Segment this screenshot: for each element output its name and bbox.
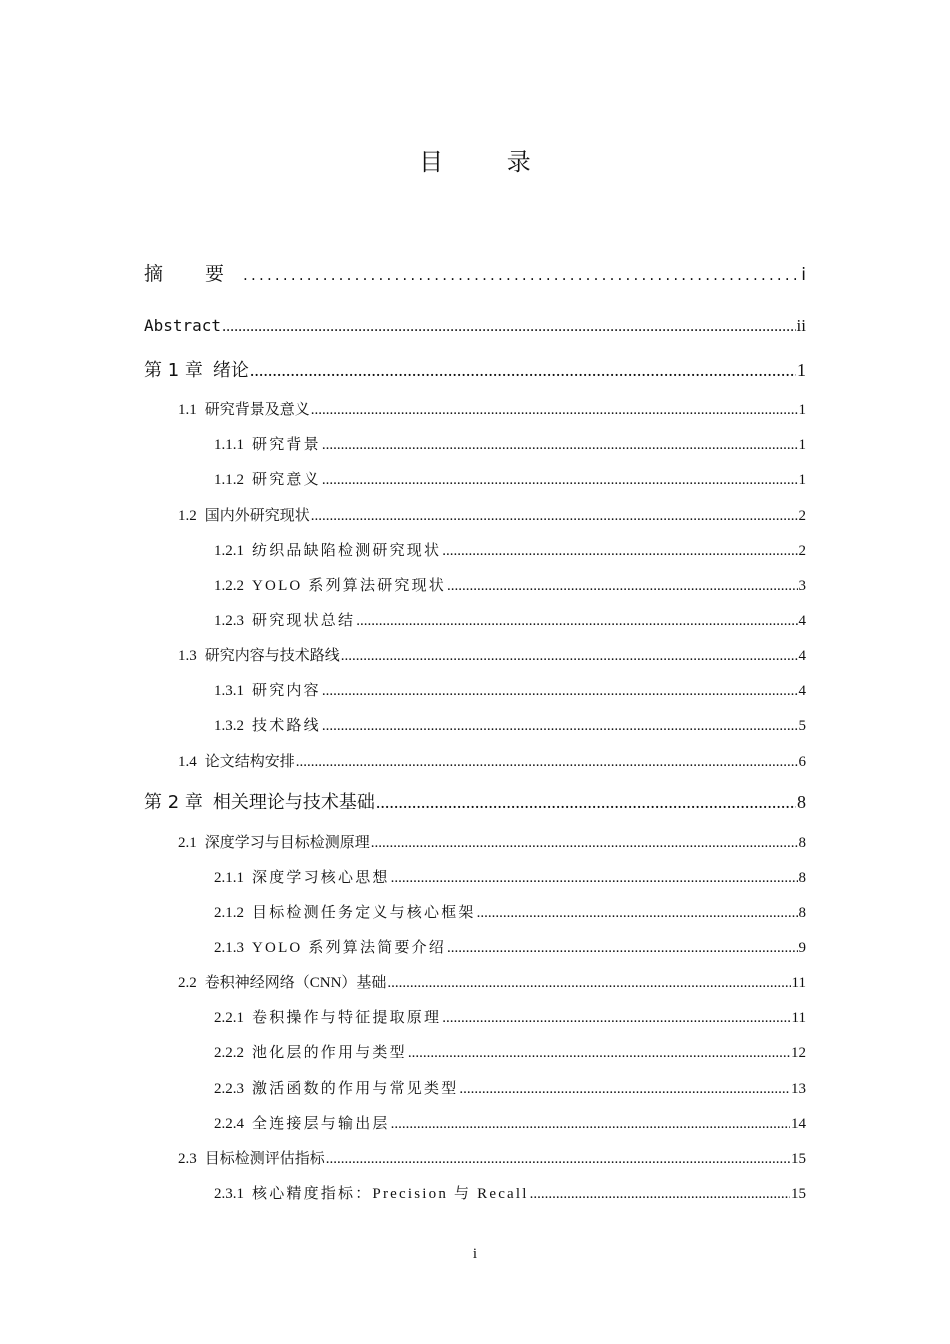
toc-entry-title: 相关理论与技术基础 <box>212 792 375 813</box>
toc-entry-number: 2.2.1 <box>214 1010 244 1026</box>
toc-entry[interactable] <box>214 901 806 922</box>
toc-entry-title: 研究内容与技术路线 <box>204 648 340 664</box>
toc-entry-number: 1.3.2 <box>214 718 244 734</box>
toc-entry[interactable] <box>144 356 806 382</box>
page-title: 目 录 <box>419 148 559 176</box>
toc-entry[interactable] <box>214 1006 806 1027</box>
toc-entry-title: 研究意义 <box>252 472 321 488</box>
toc-entry-page: 8 <box>798 870 806 886</box>
toc-entry-label <box>178 504 310 525</box>
toc-entry[interactable] <box>214 1182 806 1203</box>
toc-entry-label <box>214 1041 407 1062</box>
toc-entry-number: 1.2.2 <box>214 578 244 594</box>
toc-entry-title: 论文结构安排 <box>204 754 295 770</box>
toc-entry-number: 1.2.3 <box>214 613 244 629</box>
toc-entry-page: 2 <box>798 508 806 524</box>
toc-entry[interactable] <box>178 504 806 525</box>
toc-entry[interactable] <box>214 539 806 560</box>
toc-dot-leader <box>447 940 797 957</box>
toc-dot-leader <box>243 266 800 284</box>
toc-entry-title: 纺织品缺陷检测研究现状 <box>252 543 442 559</box>
toc-entry-title: YOLO 系列算法研究现状 <box>252 578 447 594</box>
toc-entry-number: 2.3 <box>178 1151 197 1167</box>
toc-entry[interactable] <box>178 831 806 852</box>
toc-entry-number: 2.1.2 <box>214 905 244 921</box>
page-footer-number: i <box>472 1246 478 1262</box>
toc-entry-number: 1.1.2 <box>214 472 244 488</box>
toc-entry[interactable] <box>214 574 806 595</box>
toc-entry-page: 5 <box>798 718 806 734</box>
toc-dot-leader <box>391 870 798 887</box>
toc-entry-title: 深度学习与目标检测原理 <box>204 835 370 851</box>
toc-entry-page: 6 <box>798 754 806 770</box>
toc-entry-title: 研究内容 <box>252 683 321 699</box>
toc-entry[interactable] <box>178 644 806 665</box>
toc-dot-leader <box>326 1151 790 1168</box>
toc-entry-page: 15 <box>791 1151 806 1167</box>
toc-entry-page: 1 <box>798 472 806 488</box>
toc-dot-leader <box>322 718 798 735</box>
toc-entry-label <box>178 831 370 852</box>
toc-entry[interactable] <box>178 1147 806 1168</box>
toc-entry[interactable] <box>214 468 806 489</box>
toc-entry-page: 4 <box>798 683 806 699</box>
toc-entry-number: 1.3 <box>178 648 197 664</box>
toc-entry-title: 深度学习核心思想 <box>252 870 390 886</box>
toc-entry-label <box>214 1077 458 1098</box>
toc-entry-number: 2.2 <box>178 975 197 991</box>
toc-entry-title: 研究背景 <box>252 437 321 453</box>
toc-entry-label <box>214 714 321 735</box>
toc-entry-label <box>214 901 476 922</box>
toc-entry-page: ii <box>796 316 806 335</box>
toc-entry-label <box>144 316 221 335</box>
toc-entry-page: 1 <box>797 360 806 380</box>
toc-entry-title: 全连接层与输出层 <box>252 1116 390 1132</box>
toc-entry-number: 2.1 <box>178 835 197 851</box>
toc-entry-label <box>178 644 340 665</box>
toc-entry[interactable] <box>144 259 806 286</box>
toc-entry-number: 2.2.3 <box>214 1081 244 1097</box>
toc-entry-label <box>178 1147 325 1168</box>
toc-entry[interactable] <box>214 609 806 630</box>
toc-entry-title: 技术路线 <box>252 718 321 734</box>
toc-entry-page: 1 <box>798 437 806 453</box>
toc-entry-label <box>214 1112 390 1133</box>
toc-entry[interactable] <box>178 971 806 992</box>
toc-entry[interactable] <box>144 788 806 814</box>
toc-entry-title: 国内外研究现状 <box>204 508 310 524</box>
toc-entry-number: 2.1.3 <box>214 940 244 956</box>
toc-dot-leader <box>530 1186 790 1203</box>
toc-entry-title: 卷积神经网络（CNN）基础 <box>204 975 387 991</box>
toc-dot-leader <box>408 1045 790 1062</box>
toc-entry-title: 摘 要 <box>144 263 243 285</box>
toc-entry[interactable] <box>214 1112 806 1133</box>
toc-entry-number: 1.2.1 <box>214 543 244 559</box>
toc-dot-leader <box>322 683 798 700</box>
toc-entry-label <box>214 679 321 700</box>
toc-dot-leader <box>250 360 796 381</box>
toc-entry-title: YOLO 系列算法简要介绍 <box>252 940 447 956</box>
toc-entry[interactable] <box>214 936 806 957</box>
toc-dot-leader <box>477 905 798 922</box>
toc-entry-label <box>214 609 355 630</box>
toc-dot-leader <box>311 402 798 419</box>
toc-entry[interactable] <box>214 679 806 700</box>
toc-entry-label <box>144 356 249 382</box>
toc-dot-leader <box>442 1010 790 1027</box>
toc-dot-leader <box>296 754 798 771</box>
toc-entry-number: 第 1 章 <box>144 360 203 381</box>
toc-dot-leader <box>341 648 798 665</box>
toc-entry-label <box>214 574 446 595</box>
toc-entry-number: 1.1.1 <box>214 437 244 453</box>
toc-entry-page: i <box>801 265 806 285</box>
toc-dot-leader <box>387 975 790 992</box>
toc-dot-leader <box>311 508 798 525</box>
toc-entry-label <box>178 398 310 419</box>
toc-dot-leader <box>391 1116 790 1133</box>
toc-entry-title: 池化层的作用与类型 <box>252 1045 407 1061</box>
toc-entry-page: 8 <box>798 905 806 921</box>
toc-entry[interactable] <box>214 866 806 887</box>
toc-entry-page: 15 <box>791 1186 806 1202</box>
toc-entry-title: 绪论 <box>212 360 249 381</box>
toc-dot-leader <box>371 835 798 852</box>
toc-entry-label <box>214 433 321 454</box>
toc-entry-page: 13 <box>791 1081 806 1097</box>
toc-entry-title: Abstract <box>144 316 222 335</box>
toc-entry[interactable] <box>144 316 806 336</box>
toc-entry-title: 卷积操作与特征提取原理 <box>252 1010 442 1026</box>
toc-entry-number: 第 2 章 <box>144 792 203 813</box>
toc-entry-page: 11 <box>791 1010 806 1026</box>
toc-entry-page: 2 <box>798 543 806 559</box>
toc-entry-page: 14 <box>791 1116 806 1132</box>
toc-entry-label <box>144 788 375 814</box>
toc-dot-leader <box>322 472 798 489</box>
toc-entry-title: 研究背景及意义 <box>204 402 310 418</box>
toc-entry-page: 11 <box>791 975 806 991</box>
toc-entry-title: 目标检测评估指标 <box>204 1151 325 1167</box>
toc-dot-leader <box>376 792 796 813</box>
toc-entry-number: 1.3.1 <box>214 683 244 699</box>
toc-entry[interactable] <box>214 1041 806 1062</box>
toc-entry-number: 2.2.2 <box>214 1045 244 1061</box>
toc-dot-leader <box>442 543 797 560</box>
toc-dot-leader <box>356 613 797 630</box>
toc-entry-page: 4 <box>798 613 806 629</box>
toc-dot-leader <box>447 578 797 595</box>
toc-entry-label <box>144 259 242 286</box>
toc-entry-number: 1.1 <box>178 402 197 418</box>
toc-entry-number: 2.2.4 <box>214 1116 244 1132</box>
toc-dot-leader <box>322 437 798 454</box>
toc-entry-label <box>178 971 386 992</box>
toc-entry-label <box>214 1182 529 1203</box>
toc-entry-number: 2.3.1 <box>214 1186 244 1202</box>
toc-entry-page: 8 <box>798 835 806 851</box>
toc-entry-page: 8 <box>797 792 806 812</box>
toc-entry[interactable] <box>178 750 806 771</box>
toc-entry-page: 9 <box>798 940 806 956</box>
toc-entry-label <box>214 936 446 957</box>
toc-entry-label <box>214 468 321 489</box>
toc-entry-label <box>214 1006 441 1027</box>
toc-entry-page: 4 <box>798 648 806 664</box>
toc-entry-title: 核心精度指标：Precision 与 Recall <box>252 1186 529 1202</box>
toc-entry-page: 12 <box>791 1045 806 1061</box>
toc-entry-number: 2.1.1 <box>214 870 244 886</box>
toc-entry[interactable] <box>214 433 806 454</box>
toc-entry-label <box>214 866 390 887</box>
toc-entry[interactable] <box>214 714 806 735</box>
toc-entry-label <box>178 750 295 771</box>
toc-entry-page: 3 <box>798 578 806 594</box>
toc-entry-label <box>214 539 441 560</box>
toc-entry-number: 1.4 <box>178 754 197 770</box>
toc-entry[interactable] <box>214 1077 806 1098</box>
toc-dot-leader <box>222 318 795 336</box>
toc-entry-page: 1 <box>798 402 806 418</box>
toc-entry-number: 1.2 <box>178 508 197 524</box>
toc-entry-title: 研究现状总结 <box>252 613 356 629</box>
toc-entry-title: 目标检测任务定义与核心框架 <box>252 905 476 921</box>
toc-entry[interactable] <box>178 398 806 419</box>
toc-dot-leader <box>459 1081 790 1098</box>
toc-entry-title: 激活函数的作用与常见类型 <box>252 1081 459 1097</box>
